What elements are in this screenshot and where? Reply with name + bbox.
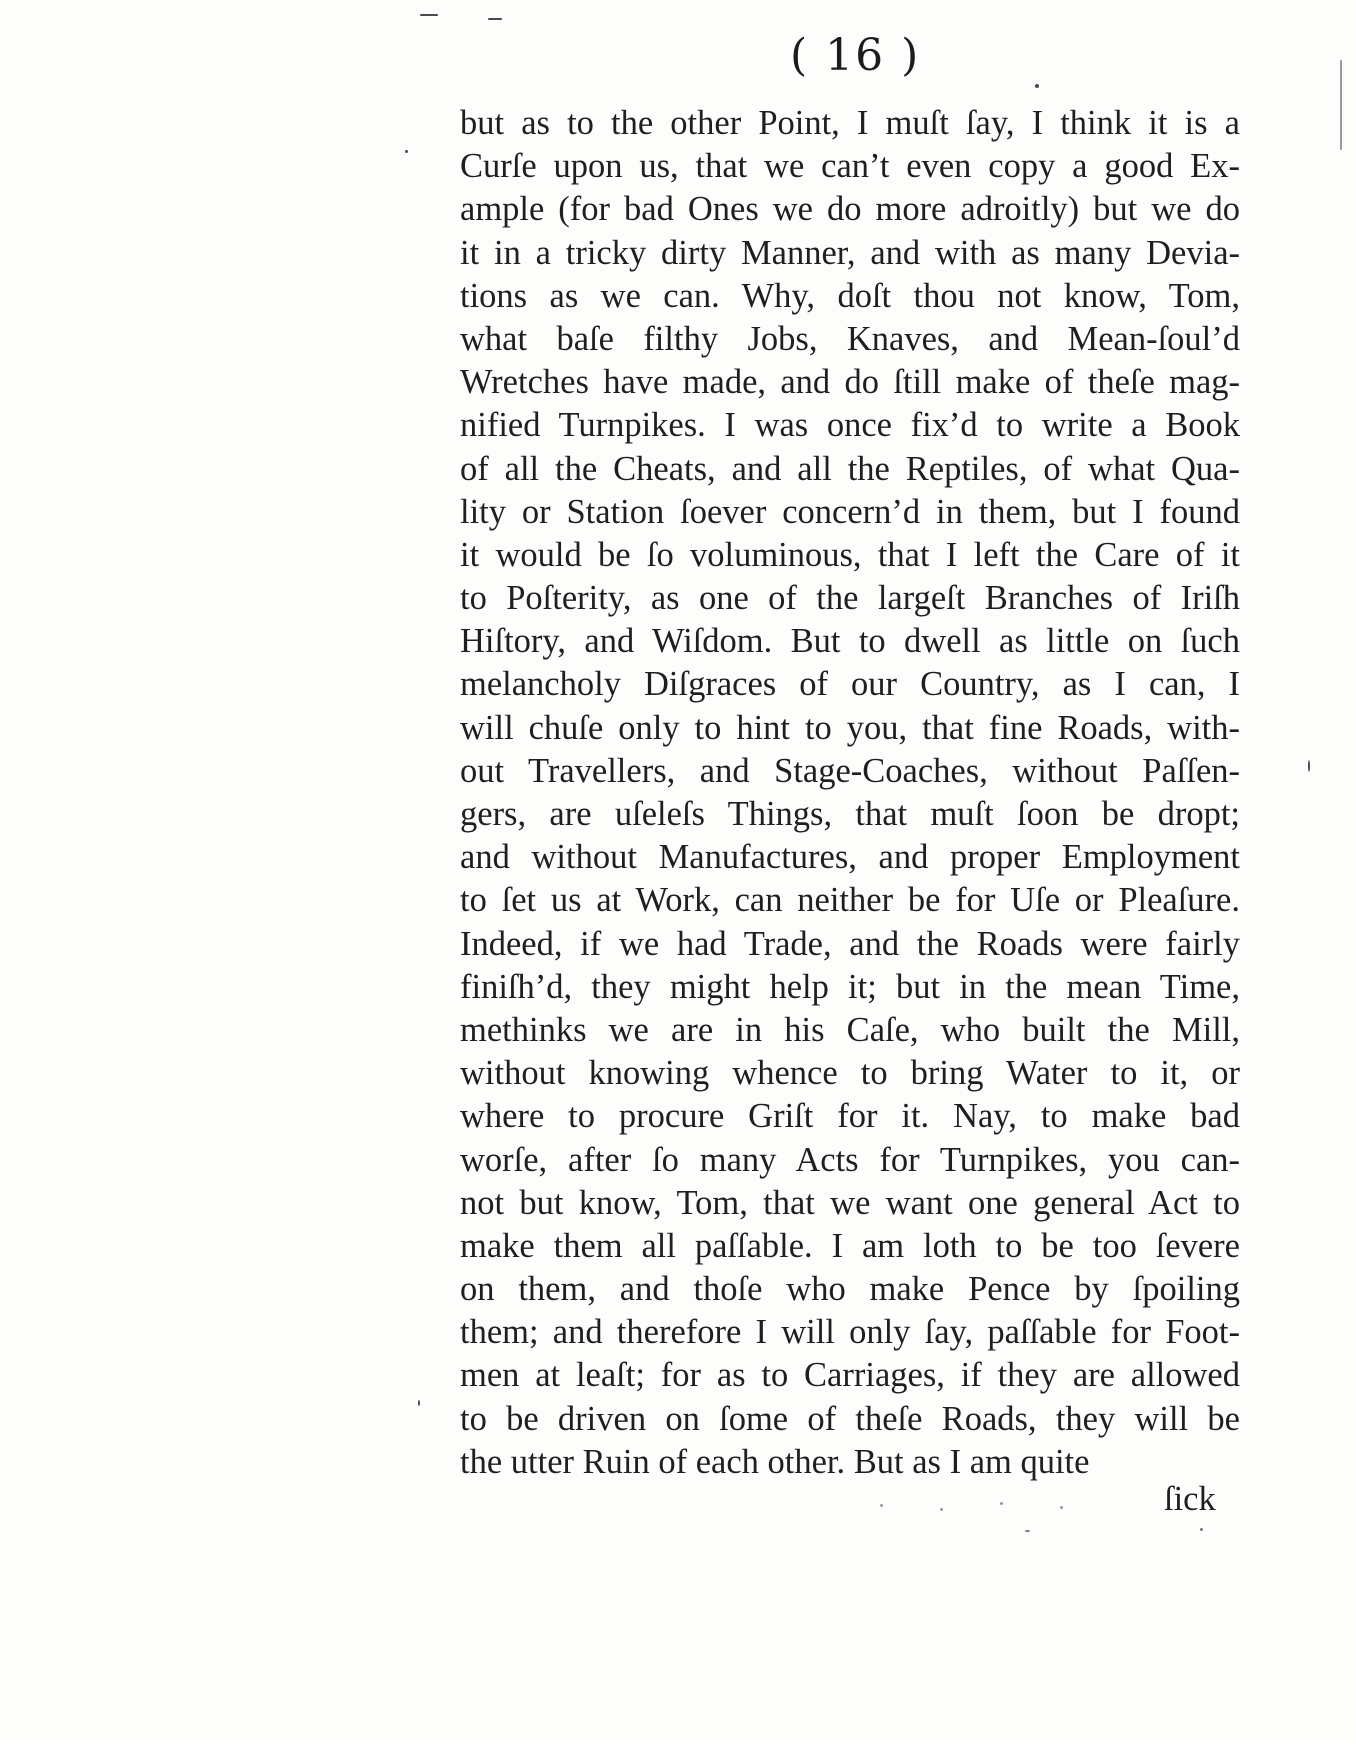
text-line: will chuſe only to hint to you, that fine Roads, with- bbox=[460, 708, 1240, 747]
text-line: worſe, after ſo many Acts for Turnpikes, you can- bbox=[460, 1140, 1240, 1179]
text-line: men at leaſt; for as to Carriages, if they are allowed bbox=[460, 1356, 1240, 1395]
body-text bbox=[460, 102, 1240, 1484]
text-line: but as to the other Point, I muſt ſay, I think it is a bbox=[460, 104, 1240, 142]
text-line: Wretches have made, and do ſtill make of theſe mag- bbox=[460, 363, 1240, 402]
text-line: of all the Cheats, and all the Reptiles, of what Qua- bbox=[460, 449, 1240, 488]
text-line: on them, and thoſe who make Pence by ſpoiling bbox=[460, 1270, 1240, 1309]
text-line: gers, are uſeleſs Things, that muſt ſoon be dropt; bbox=[460, 795, 1240, 833]
text-line: to be driven on ſome of theſe Roads, they will be bbox=[460, 1399, 1240, 1438]
text-line: Curſe upon us, that we can’t even copy a good Ex- bbox=[460, 147, 1240, 186]
text-line: without knowing whence to bring Water to it, or bbox=[460, 1054, 1240, 1093]
text-line: Indeed, if we had Trade, and the Roads were fairly bbox=[460, 924, 1240, 963]
text-line: out Travellers, and Stage-Coaches, without Paſſen- bbox=[460, 751, 1240, 790]
text-line: not but know, Tom, that we want one general Act to bbox=[460, 1183, 1240, 1222]
text-line: nified Turnpikes. I was once fix’d to write a Book bbox=[460, 406, 1240, 445]
text-line: make them all paſſable. I am loth to be too ſevere bbox=[460, 1226, 1240, 1265]
text-line: finiſh’d, they might help it; but in the mean Time, bbox=[460, 967, 1240, 1006]
page-number: ( 16 ) bbox=[790, 30, 921, 81]
text-line: and without Manufactures, and proper Employment bbox=[460, 838, 1240, 877]
text-line: to Poſterity, as one of the largeſt Branches of Iriſh bbox=[460, 579, 1240, 618]
text-line: them; and therefore I will only ſay, paſſable for Foot- bbox=[460, 1313, 1240, 1352]
text-line: the utter Ruin of each other. But as I am quite bbox=[460, 1442, 1090, 1481]
text-line: tions as we can. Why, doſt thou not know, Tom, bbox=[460, 276, 1240, 315]
text-line: Hiſtory, and Wiſdom. But to dwell as little on ſuch bbox=[460, 622, 1240, 661]
text-line: melancholy Diſgraces of our Country, as I can, I bbox=[460, 665, 1240, 704]
text-line: where to procure Griſt for it. Nay, to make bad bbox=[460, 1097, 1240, 1136]
text-line: it in a tricky dirty Manner, and with as many Devia- bbox=[460, 233, 1240, 272]
text-line: ample (for bad Ones we do more adroitly) but we do bbox=[460, 190, 1240, 229]
text-line: it would be ſo voluminous, that I left the Care of it bbox=[460, 535, 1240, 574]
catchword: ſick bbox=[1164, 1480, 1216, 1518]
text-line: lity or Station ſoever concern’d in them, but I found bbox=[460, 492, 1240, 531]
text-line: what baſe filthy Jobs, Knaves, and Mean-ſoul’d bbox=[460, 319, 1240, 358]
text-line: methinks we are in his Caſe, who built the Mill, bbox=[460, 1010, 1240, 1049]
text-line: to ſet us at Work, can neither be for Uſe or Pleaſure. bbox=[460, 881, 1240, 920]
